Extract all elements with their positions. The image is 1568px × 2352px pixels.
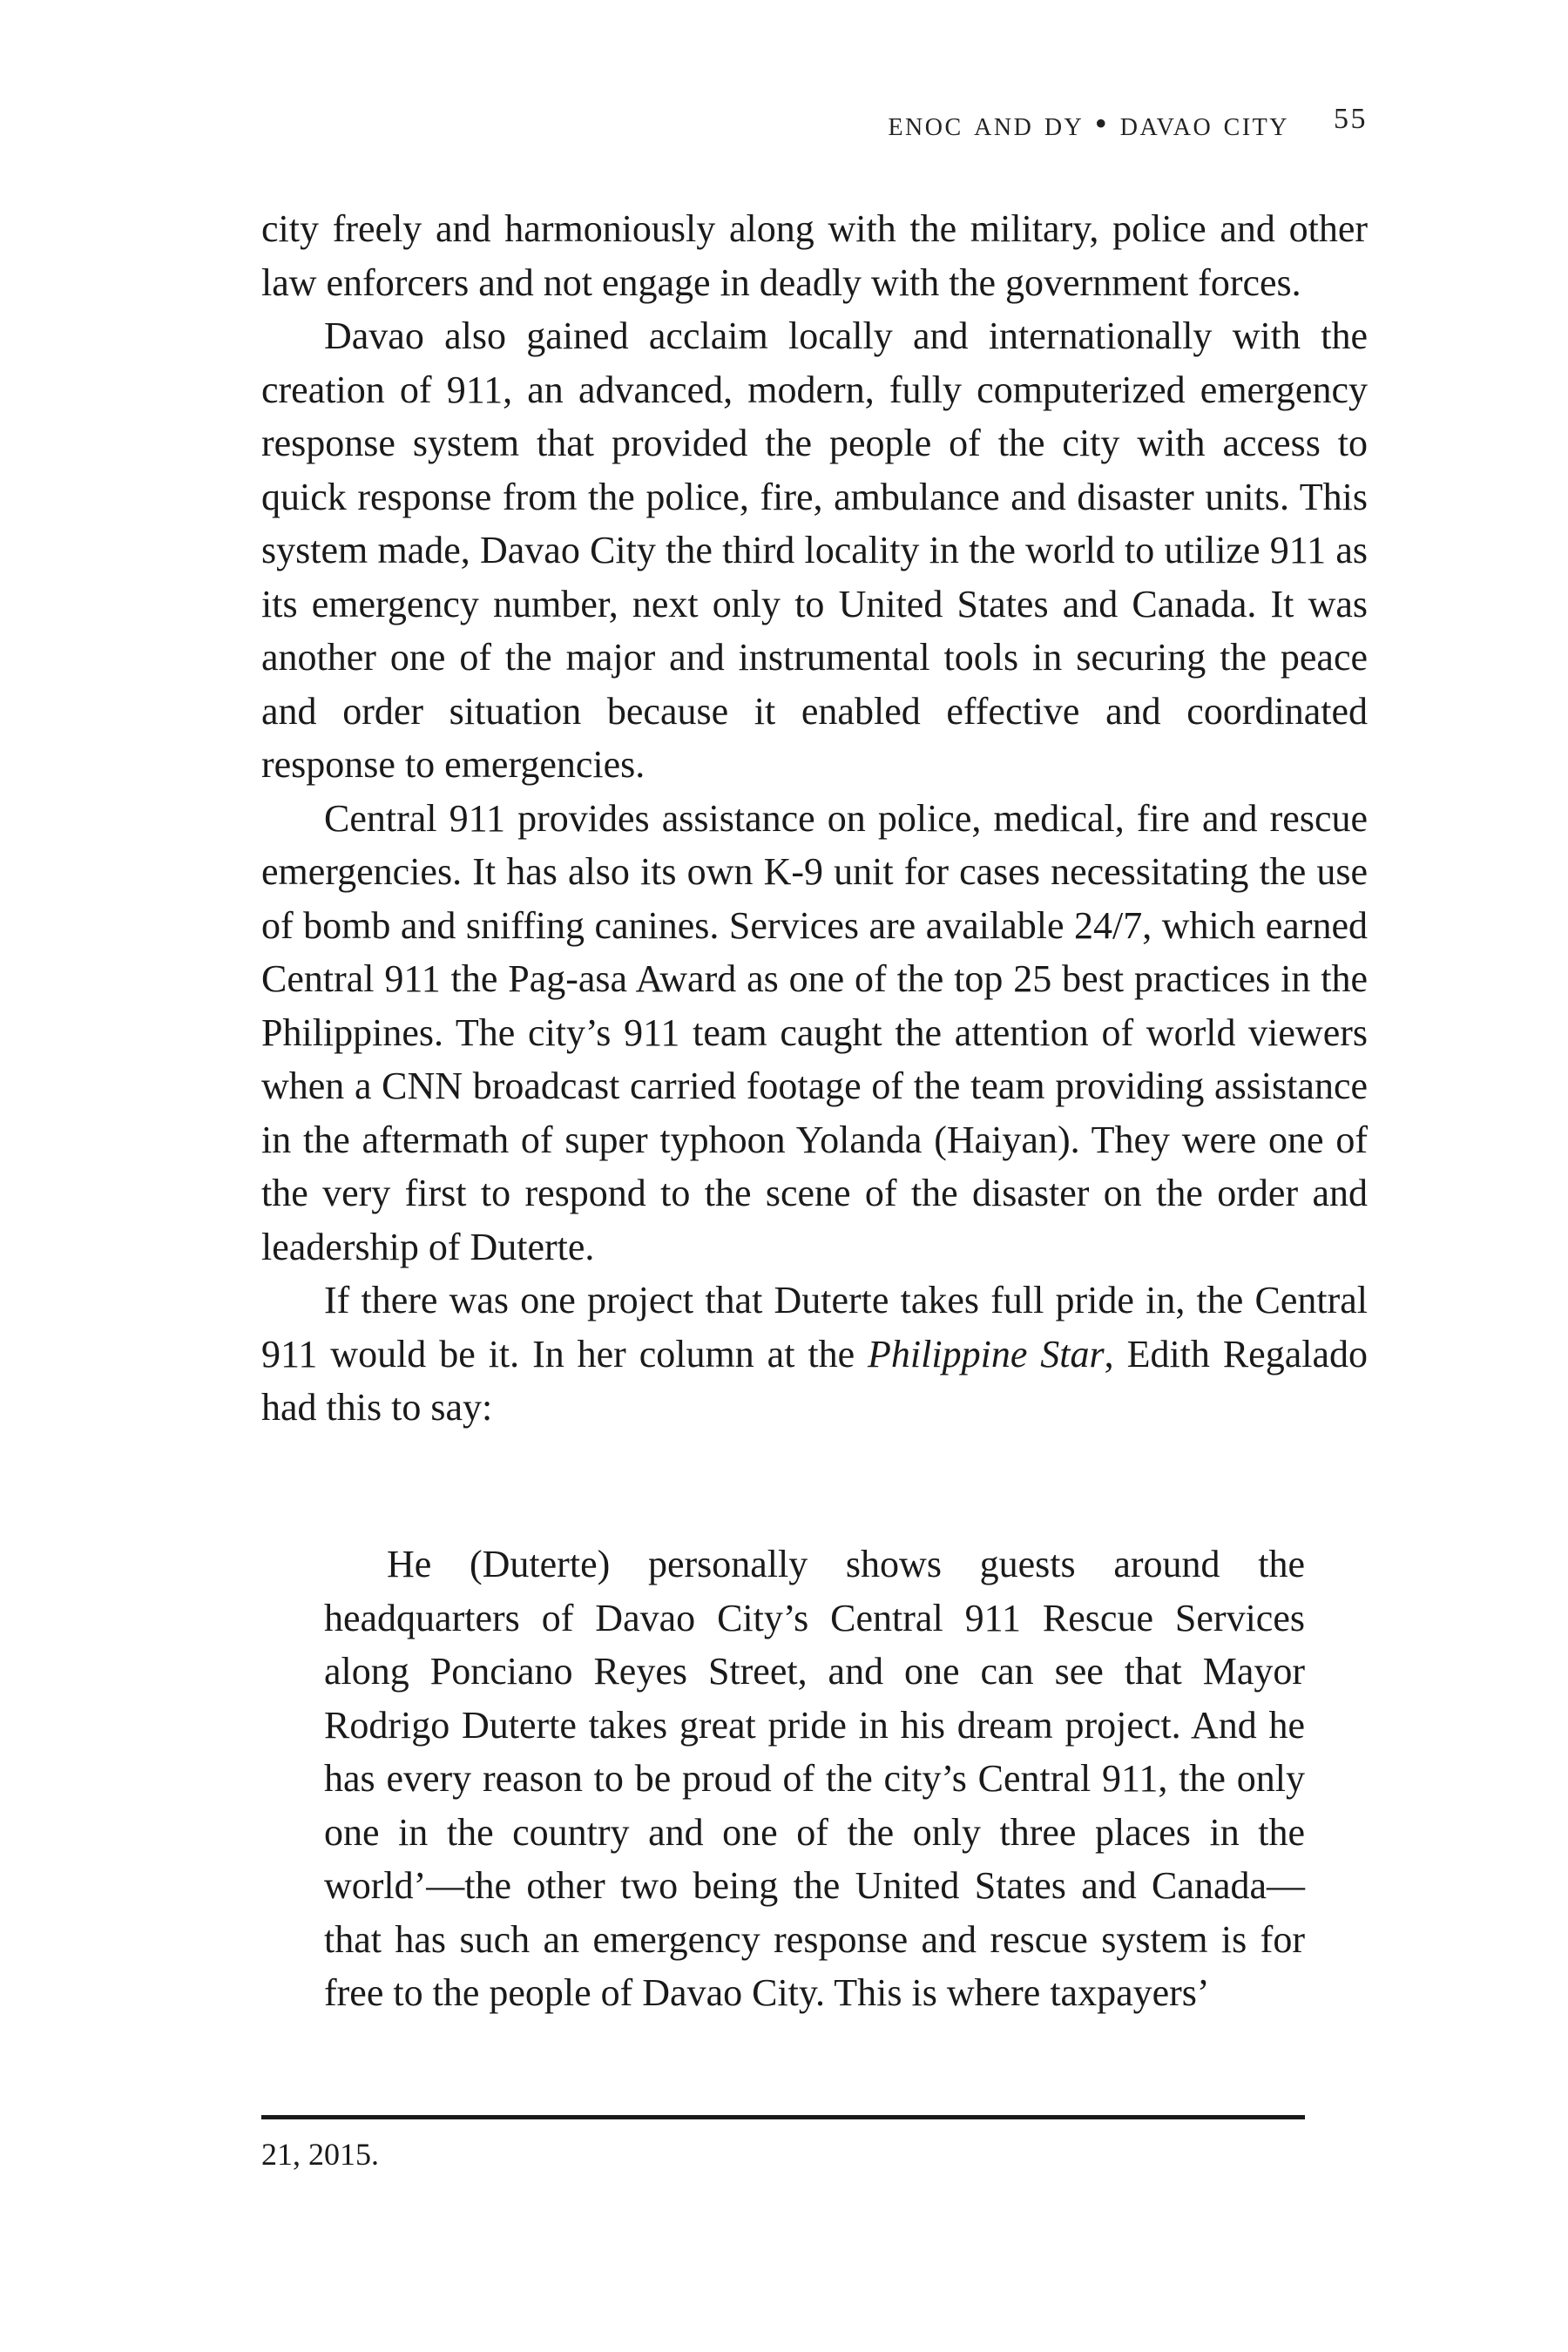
footnote: 21, 2015. — [261, 2137, 379, 2172]
paragraph-duterte-pride — [261, 1274, 1368, 1435]
block-quote — [324, 1538, 1305, 2020]
running-header — [261, 103, 1368, 146]
paragraph-text: If there was one project that Duterte takes full pride in, the Central 911 would be it. In her column at the — [261, 1279, 1368, 1375]
paragraph-911-creation: Davao also gained acclaim locally and internationally with the creation of 911, an advanced, modern, fully computerized emergency response system that provided the people of the city with access to quick response from the police, fire, ambulance and disaster units. This system made, Davao City the third locality in the world to utilize 911 as its emergency number, next only to United States and Canada. It was another one of the major and instrumental tools in securing the peace and order situation because it enabled effective and coordinated response to emergencies. — [261, 314, 1368, 786]
running-title: enoc and dy • davao city — [888, 104, 1289, 143]
paragraph-continued: city freely and harmoniously along with the military, police and other law enforcers and not engage in deadly with the government forces. — [261, 207, 1368, 304]
publication-title: Philippine Star — [868, 1332, 1105, 1375]
paragraph-text: , Edith Regalado had this to say: — [261, 1332, 1368, 1429]
body-text — [261, 202, 1368, 1435]
paragraph-central-911-services: Central 911 provides assistance on police, medical, fire and rescue emergencies. It has also its own K-9 unit for cases necessitating the use of bomb and sniffing canines. Services are available 24/7, which earned Central 911 the Pag-asa Award as one of the top 25 best practices in the Philippines. The city’s 911 team caught the attention of world viewers when a CNN broadcast carried footage of the team providing assistance in the aftermath of super typhoon Yolanda (Haiyan). They were one of the very first to respond to the scene of the disaster on the order and leadership of Duterte. — [261, 796, 1368, 1268]
quote-paragraph: He (Duterte) personally shows guests around the headquarters of Davao City’s Central 911 Rescue Services along Ponciano Reyes Street, and one can see that Mayor Rodrigo Duterte takes great pride in his dream project. And he has every reason to be proud of the city’s Central 911, the only one in the country and one of the only three places in the world’—the other two being the United States and Canada—that has such an emergency response and rescue system is for free to the people of Davao City. This is where taxpayers’ — [324, 1543, 1305, 2014]
footnote-divider — [261, 2115, 1305, 2119]
page-number: 55 — [1334, 103, 1368, 135]
